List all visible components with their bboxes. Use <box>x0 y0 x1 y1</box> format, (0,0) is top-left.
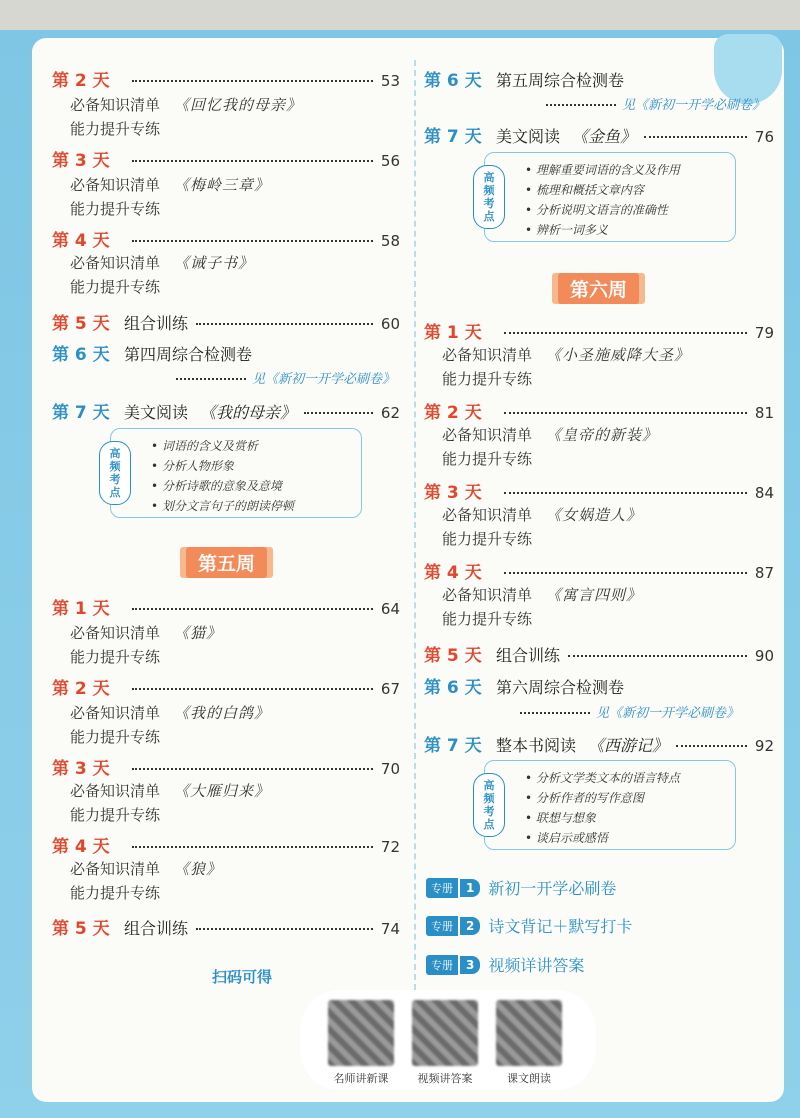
volume-number: 3 <box>460 956 480 974</box>
key-point: • 谈启示或感悟 <box>525 828 680 848</box>
reference-note: 见《新初一开学必刷卷》 <box>546 94 765 113</box>
day-label: 第 6 天 <box>424 71 482 91</box>
toc-entry-w4d5[interactable] <box>52 309 400 334</box>
special-volume-1[interactable] <box>426 876 616 899</box>
sub-knowledge: 必备知识清单 《我的白鸽》 <box>70 704 271 722</box>
leader-dots <box>676 745 747 747</box>
page-number: 53 <box>380 72 400 90</box>
leader-dots <box>132 846 373 848</box>
sub-knowledge: 必备知识清单 《回忆我的母亲》 <box>70 96 303 114</box>
sub-practice: 能力提升专练 <box>70 200 161 218</box>
volume-number: 2 <box>460 917 480 935</box>
leader-dots <box>132 768 373 770</box>
reference-note: 见《新初一开学必刷卷》 <box>520 702 739 721</box>
entry-title: 整本书阅读 <box>496 736 577 755</box>
page-number: 92 <box>754 737 774 755</box>
sub-knowledge: 必备知识清单 《女娲造人》 <box>442 506 643 524</box>
sub-knowledge: 必备知识清单 《狼》 <box>70 860 223 878</box>
toc-entry-w6d4[interactable] <box>424 558 774 583</box>
leader-dots <box>644 136 747 138</box>
toc-entry-w4d4[interactable] <box>52 226 400 251</box>
qr-code-answers[interactable] <box>412 1000 478 1066</box>
qr-code-reading[interactable] <box>496 1000 562 1066</box>
page-number: 60 <box>380 315 400 333</box>
qr-code-lectures[interactable] <box>328 1000 394 1066</box>
page-number: 81 <box>754 404 774 422</box>
key-point: • 分析说明文语言的准确性 <box>525 200 680 220</box>
entry-title: 第六周综合检测卷 <box>496 678 625 697</box>
day-label: 第 2 天 <box>424 403 482 423</box>
qr-label: 视频讲答案 <box>417 1072 473 1085</box>
toc-entry-w4d6[interactable] <box>52 340 400 365</box>
day-label: 第 4 天 <box>424 563 482 583</box>
day-label: 第 7 天 <box>424 127 482 147</box>
sub-practice: 能力提升专练 <box>70 120 161 138</box>
volume-tag: 专册 <box>426 916 458 936</box>
day-label: 第 3 天 <box>52 759 110 779</box>
day-label: 第 1 天 <box>52 599 110 619</box>
page-number: 72 <box>380 838 400 856</box>
sub-practice: 能力提升专练 <box>442 530 533 548</box>
day-label: 第 5 天 <box>424 646 482 666</box>
day-label: 第 1 天 <box>424 323 482 343</box>
entry-title: 组合训练 <box>496 646 561 665</box>
page-number: 87 <box>754 564 774 582</box>
volume-tag: 专册 <box>426 878 458 898</box>
entry-work: 《西游记》 <box>588 736 669 755</box>
volume-label: 视频详讲答案 <box>488 956 585 975</box>
qr-label: 课文朗读 <box>507 1072 551 1085</box>
entry-work: 《金鱼》 <box>572 127 637 146</box>
leader-dots <box>132 160 373 162</box>
page-number: 79 <box>754 324 774 342</box>
sub-practice: 能力提升专练 <box>442 450 533 468</box>
key-point: • 梳理和概括文章内容 <box>525 180 680 200</box>
week-heading: 第五周 <box>186 547 267 578</box>
leader-dots <box>132 240 373 242</box>
volume-label: 新初一开学必刷卷 <box>488 879 617 898</box>
sub-practice: 能力提升专练 <box>70 806 161 824</box>
toc-entry-w4d3[interactable] <box>52 146 400 171</box>
toc-entry-w5d3[interactable] <box>52 754 400 779</box>
scan-code-label: 扫码可得 <box>212 968 273 986</box>
page-number: 74 <box>380 920 400 938</box>
key-points-box <box>484 152 736 242</box>
reference-note: 见《新初一开学必刷卷》 <box>176 368 395 387</box>
toc-entry-w6d5[interactable] <box>424 641 774 666</box>
sub-knowledge: 必备知识清单 《大雁归来》 <box>70 782 271 800</box>
special-volume-2[interactable] <box>426 914 632 937</box>
page-number: 67 <box>380 680 400 698</box>
day-label: 第 7 天 <box>52 403 110 423</box>
column-divider <box>414 60 416 990</box>
key-point: • 词语的含义及赏析 <box>151 436 294 456</box>
toc-entry-w5d6[interactable] <box>424 66 774 91</box>
key-point: • 辨析一词多义 <box>525 220 680 240</box>
page-number: 70 <box>380 760 400 778</box>
key-point: • 分析文学类文本的语言特点 <box>525 768 680 788</box>
toc-entry-w5d4[interactable] <box>52 832 400 857</box>
day-label: 第 2 天 <box>52 679 110 699</box>
leader-dots <box>304 412 373 414</box>
entry-title: 组合训练 <box>124 919 189 938</box>
key-points-box <box>110 428 362 518</box>
week-heading: 第六周 <box>558 273 639 304</box>
toc-entry-w6d6[interactable] <box>424 673 774 698</box>
sub-knowledge: 必备知识清单 《皇帝的新装》 <box>442 426 659 444</box>
sub-practice: 能力提升专练 <box>70 648 161 666</box>
leader-dots <box>568 655 747 657</box>
toc-entry-w5d7[interactable] <box>424 122 774 147</box>
day-label: 第 3 天 <box>424 483 482 503</box>
toc-entry-w6d7[interactable] <box>424 731 774 756</box>
day-label: 第 5 天 <box>52 919 110 939</box>
sub-practice: 能力提升专练 <box>442 370 533 388</box>
entry-title: 第五周综合检测卷 <box>496 71 625 90</box>
toc-entry-w6d2[interactable] <box>424 398 774 423</box>
entry-title: 第四周综合检测卷 <box>124 345 253 364</box>
top-strip <box>0 0 800 30</box>
entry-title: 美文阅读 <box>124 403 189 422</box>
key-point: • 划分文言句子的朗读停顿 <box>151 496 294 516</box>
sub-practice: 能力提升专练 <box>70 278 161 296</box>
key-points-box <box>484 760 736 850</box>
leader-dots <box>504 572 747 574</box>
key-point: • 联想与想象 <box>525 808 680 828</box>
leader-dots <box>132 608 373 610</box>
volume-tag: 专册 <box>426 955 458 975</box>
leader-dots <box>132 80 373 82</box>
key-point: • 分析诗歌的意象及意境 <box>151 476 294 496</box>
entry-title: 美文阅读 <box>496 127 561 146</box>
sub-knowledge: 必备知识清单 《诫子书》 <box>70 254 255 272</box>
leader-dots <box>504 412 747 414</box>
day-label: 第 4 天 <box>52 837 110 857</box>
frequent-points-badge: 高 频 考 点 <box>99 441 131 505</box>
day-label: 第 6 天 <box>52 345 110 365</box>
frequent-points-badge: 高 频 考 点 <box>473 773 505 837</box>
page-number: 64 <box>380 600 400 618</box>
page-number: 76 <box>754 128 774 146</box>
page-number: 56 <box>380 152 400 170</box>
day-label: 第 5 天 <box>52 314 110 334</box>
leader-dots <box>196 928 373 930</box>
page-number: 58 <box>380 232 400 250</box>
page-number: 90 <box>754 647 774 665</box>
toc-entry-w5d5[interactable] <box>52 914 400 939</box>
leader-dots <box>504 492 747 494</box>
toc-entry-w5d2[interactable] <box>52 674 400 699</box>
toc-entry-w4d7[interactable] <box>52 398 400 423</box>
day-label: 第 2 天 <box>52 71 110 91</box>
day-label: 第 3 天 <box>52 151 110 171</box>
qr-label: 名师讲新课 <box>333 1072 389 1085</box>
day-label: 第 6 天 <box>424 678 482 698</box>
key-point: • 分析作者的写作意图 <box>525 788 680 808</box>
entry-work: 《我的母亲》 <box>200 403 297 422</box>
toc-entry-w6d3[interactable] <box>424 478 774 503</box>
leader-dots <box>196 323 373 325</box>
volume-label: 诗文背记＋默写打卡 <box>488 917 633 936</box>
entry-title: 组合训练 <box>124 314 189 333</box>
sub-knowledge: 必备知识清单 《梅岭三章》 <box>70 176 271 194</box>
toc-entry-w5d1[interactable] <box>52 594 400 619</box>
key-point: • 分析人物形象 <box>151 456 294 476</box>
leader-dots <box>504 332 747 334</box>
toc-entry-w6d1[interactable] <box>424 318 774 343</box>
page-number: 62 <box>380 404 400 422</box>
toc-entry-w4d2[interactable] <box>52 66 400 91</box>
day-label: 第 7 天 <box>424 736 482 756</box>
page-number: 84 <box>754 484 774 502</box>
sub-knowledge: 必备知识清单 《寓言四则》 <box>442 586 643 604</box>
frequent-points-badge: 高 频 考 点 <box>473 165 505 229</box>
sub-knowledge: 必备知识清单 《猫》 <box>70 624 223 642</box>
volume-number: 1 <box>460 879 480 897</box>
sub-knowledge: 必备知识清单 《小圣施威降大圣》 <box>442 346 691 364</box>
leader-dots <box>132 688 373 690</box>
key-point: • 理解重要词语的含义及作用 <box>525 160 680 180</box>
sub-practice: 能力提升专练 <box>70 728 161 746</box>
special-volume-3[interactable] <box>426 953 584 976</box>
sub-practice: 能力提升专练 <box>70 884 161 902</box>
sub-practice: 能力提升专练 <box>442 610 533 628</box>
day-label: 第 4 天 <box>52 231 110 251</box>
